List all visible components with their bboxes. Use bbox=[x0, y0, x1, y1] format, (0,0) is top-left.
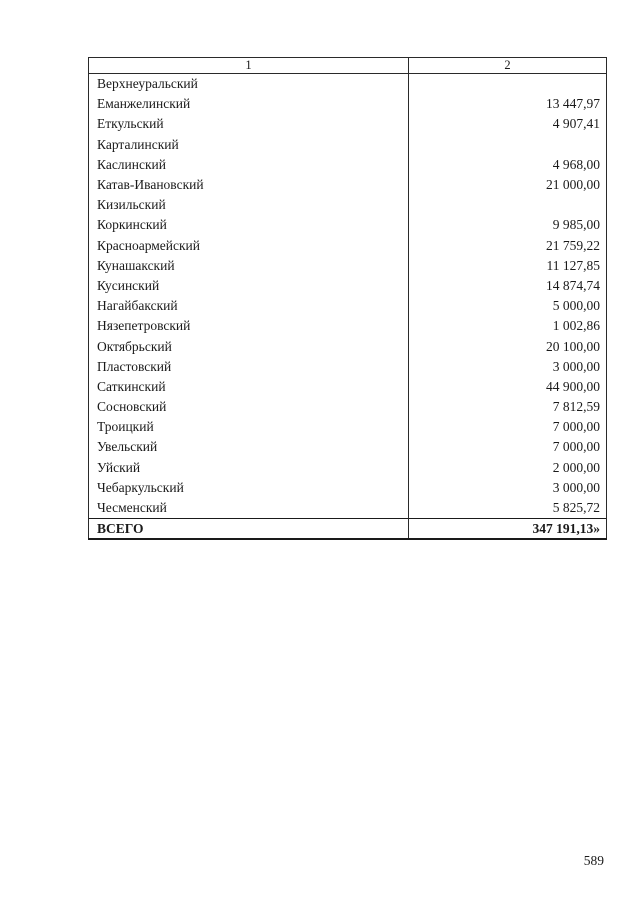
amount-cell bbox=[409, 195, 607, 215]
table-row bbox=[89, 114, 607, 134]
table-row bbox=[89, 74, 607, 95]
table-row bbox=[89, 437, 607, 457]
table-row bbox=[89, 397, 607, 417]
table-row bbox=[89, 175, 607, 195]
total-amount-cell: 347 191,13» bbox=[409, 519, 607, 540]
amount-cell: 3 000,00 bbox=[409, 478, 607, 498]
page-number: 589 bbox=[583, 853, 604, 868]
district-name-cell: Нагайбакский bbox=[89, 296, 409, 316]
amount-cell bbox=[409, 135, 607, 155]
amount-cell: 1 002,86 bbox=[409, 316, 607, 336]
table-row bbox=[89, 478, 607, 498]
amount-cell: 44 900,00 bbox=[409, 377, 607, 397]
district-name-cell: Карталинский bbox=[89, 135, 409, 155]
table-row bbox=[89, 236, 607, 256]
amount-cell: 13 447,97 bbox=[409, 94, 607, 114]
table-row bbox=[89, 458, 607, 478]
amount-cell bbox=[409, 74, 607, 95]
table-row bbox=[89, 135, 607, 155]
amount-cell: 5 000,00 bbox=[409, 296, 607, 316]
district-name-cell: Саткинский bbox=[89, 377, 409, 397]
amount-cell: 21 759,22 bbox=[409, 236, 607, 256]
table-row bbox=[89, 357, 607, 377]
amount-cell: 7 000,00 bbox=[409, 437, 607, 457]
table-header-row bbox=[89, 58, 607, 74]
amount-cell: 4 968,00 bbox=[409, 155, 607, 175]
district-name-cell: Кусинский bbox=[89, 276, 409, 296]
table-row bbox=[89, 256, 607, 276]
district-name-cell: Чебаркульский bbox=[89, 478, 409, 498]
total-label-cell: ВСЕГО bbox=[89, 519, 409, 540]
column-header-1: 1 bbox=[89, 58, 409, 74]
amount-cell: 2 000,00 bbox=[409, 458, 607, 478]
district-name-cell: Троицкий bbox=[89, 417, 409, 437]
table-row bbox=[89, 498, 607, 519]
district-name-cell: Чесменский bbox=[89, 498, 409, 519]
column-header-2: 2 bbox=[409, 58, 607, 74]
district-name-cell: Кунашакский bbox=[89, 256, 409, 276]
amount-cell: 21 000,00 bbox=[409, 175, 607, 195]
district-name-cell: Каслинский bbox=[89, 155, 409, 175]
district-name-cell: Еткульский bbox=[89, 114, 409, 134]
amount-cell: 5 825,72 bbox=[409, 498, 607, 519]
amount-cell: 9 985,00 bbox=[409, 215, 607, 235]
district-name-cell: Еманжелинский bbox=[89, 94, 409, 114]
amount-cell: 11 127,85 bbox=[409, 256, 607, 276]
amount-cell: 7 812,59 bbox=[409, 397, 607, 417]
table-row bbox=[89, 417, 607, 437]
district-name-cell: Уйский bbox=[89, 458, 409, 478]
districts-table bbox=[88, 57, 607, 540]
table-row bbox=[89, 215, 607, 235]
amount-cell: 3 000,00 bbox=[409, 357, 607, 377]
district-name-cell: Катав-Ивановский bbox=[89, 175, 409, 195]
table-row bbox=[89, 155, 607, 175]
amount-cell: 4 907,41 bbox=[409, 114, 607, 134]
district-name-cell: Увельский bbox=[89, 437, 409, 457]
district-name-cell: Октябрьский bbox=[89, 336, 409, 356]
district-name-cell: Коркинский bbox=[89, 215, 409, 235]
district-name-cell: Нязепетровский bbox=[89, 316, 409, 336]
district-name-cell: Красноармейский bbox=[89, 236, 409, 256]
total-row bbox=[89, 519, 607, 540]
district-name-cell: Пластовский bbox=[89, 357, 409, 377]
table-row bbox=[89, 336, 607, 356]
table-row bbox=[89, 377, 607, 397]
district-name-cell: Кизильский bbox=[89, 195, 409, 215]
table-row bbox=[89, 316, 607, 336]
table-row bbox=[89, 195, 607, 215]
amount-cell: 14 874,74 bbox=[409, 276, 607, 296]
table-row bbox=[89, 296, 607, 316]
district-name-cell: Сосновский bbox=[89, 397, 409, 417]
district-name-cell: Верхнеуральский bbox=[89, 74, 409, 95]
table-row bbox=[89, 276, 607, 296]
amount-cell: 7 000,00 bbox=[409, 417, 607, 437]
table-row bbox=[89, 94, 607, 114]
amount-cell: 20 100,00 bbox=[409, 336, 607, 356]
